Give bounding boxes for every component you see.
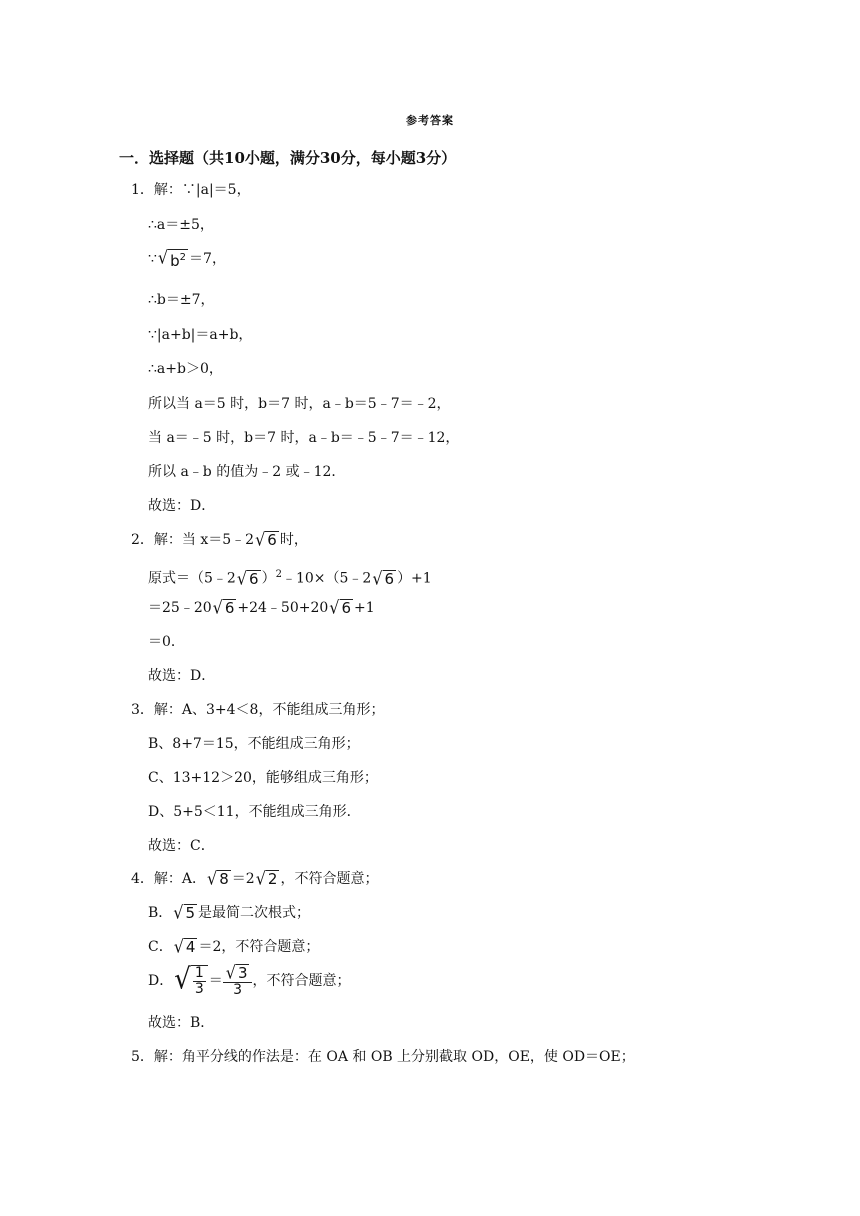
q3-answer: 故选：C．	[148, 838, 215, 854]
q1-line: ∴b＝±7，	[148, 292, 215, 308]
q3-line: D、5+5＜11，不能组成三角形．	[148, 804, 361, 820]
sqrt-6: √ 6	[236, 567, 259, 589]
q1-line: ∵|a+b|＝a+b，	[148, 327, 253, 343]
sqrt-b-squared: √ $b^2$	[157, 246, 187, 270]
sqrt-6: √ 6	[212, 597, 235, 618]
q1-line: 所以 a﹣b 的值为﹣2 或﹣12．	[148, 464, 346, 480]
q3-head: 3．解：A、3+4＜8，不能组成三角形；	[131, 702, 385, 718]
fraction-sqrt3-over-3: √ 3 3	[223, 964, 253, 998]
sqrt-8: √ 8	[207, 868, 229, 889]
q1-answer: 故选：D．	[148, 498, 216, 514]
sqrt-2: √ 2	[255, 868, 278, 889]
sqrt-5: √ 5	[173, 902, 196, 923]
q4-line-fraction: D． √ $\frac{1}{3}$ ＝ √ 3 3 ，不符合题意；	[148, 962, 351, 998]
q3-line: B、8+7＝15，不能组成三角形；	[148, 736, 360, 752]
q4-line: B． √ 5 是最简二次根式；	[148, 902, 311, 923]
sqrt-6: √ 6	[255, 529, 277, 550]
q4-line: C． √ 4 ＝2，不符合题意；	[148, 936, 320, 957]
q1-line-radical: ∵ √ $b^2$ ＝7，	[148, 246, 226, 270]
sqrt-6: √ 6	[372, 567, 395, 589]
q4-answer: 故选：B．	[148, 1015, 215, 1031]
q2-line: 原式＝（5﹣2 √ 6 ）$^2$﹣10×（5﹣2 √ 6 ）+1	[148, 567, 432, 589]
q1-line: ∴a＝±5，	[148, 217, 214, 233]
q1-head: 1．解：∵|a|＝5，	[131, 182, 251, 198]
q2-answer: 故选：D．	[148, 668, 216, 684]
sqrt-one-third: √ $\frac{1}{3}$	[174, 965, 208, 997]
q1-line: 当 a＝﹣5 时，b＝7 时，a﹣b＝﹣5﹣7＝﹣12，	[148, 430, 460, 446]
q3-line: C、13+12＞20，能够组成三角形；	[148, 770, 378, 786]
q4-head: 4．解：A． √ 8 ＝2 √ 2 ，不符合题意；	[131, 868, 379, 889]
sqrt-6: √ 6	[329, 597, 352, 618]
q2-line: ＝25﹣20 √ 6 +24﹣50+20 √ 6 +1	[148, 597, 375, 618]
because-symbol: ∵	[148, 251, 157, 267]
q5-head: 5．解：角平分线的作法是：在 OA 和 OB 上分别截取 OD，OE，使 OD＝OE；	[131, 1049, 635, 1065]
page-title: 参考答案	[406, 114, 454, 127]
q2-line: ＝0．	[148, 634, 185, 650]
section-heading: 一．选择题（共10小题，满分30分，每小题3分）	[119, 149, 457, 167]
q2-head: 2．解：当 x＝5﹣2 √ 6 时，	[131, 529, 308, 550]
q1-line: 所以当 a＝5 时，b＝7 时，a﹣b＝5﹣7＝﹣2，	[148, 396, 451, 412]
sqrt-4: √ 4	[173, 936, 196, 957]
q1-line: ∴a+b＞0，	[148, 361, 223, 377]
